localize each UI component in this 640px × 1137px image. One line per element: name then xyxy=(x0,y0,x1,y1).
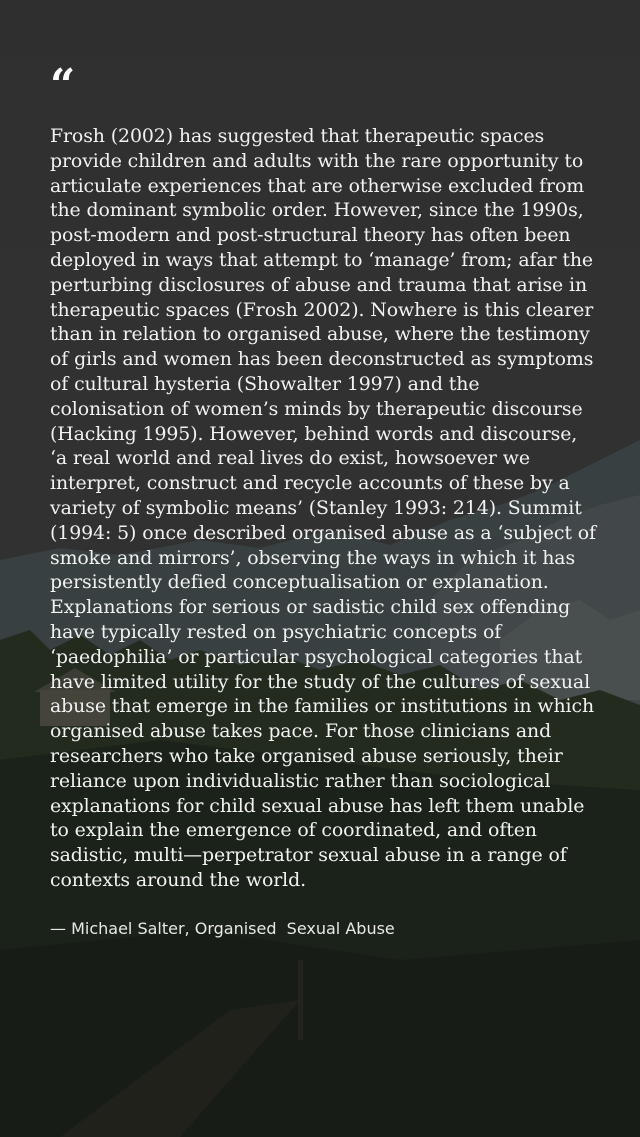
quote-attribution: — Michael Salter, Organised Sexual Abuse xyxy=(50,918,395,938)
quote-card xyxy=(50,60,598,939)
quote-text: Frosh (2002) has suggested that therapeutic spaces provide children and adults with the rare opportunity to articulate experiences that are otherwise excluded from the dominant symbolic order. However, since the 1990s, post-modern and post-structural theory has often been deployed in ways that attempt to ‘manage’ from; afar the perturbing disclosures of abuse and trauma that arise in therapeutic spaces (Frosh 2002). Nowhere is this clearer than in relation to organised abuse, where the testimony of girls and women has been deconstructed as symptoms of cultural hysteria (Showalter 1997) and the colonisation of women’s minds by therapeutic discourse (Hacking 1995). However, behind words and discourse, ‘a real world and real lives do exist, howsoever we interpret, construct and recycle accounts of these by a variety of symbolic means’ (Stanley 1993: 214). Summit (1994: 5) once described organised abuse as a ‘subject of smoke and mirrors’, observing the ways in which it has persistently defied conceptualisation or explanation. Explanations for serious or sadistic child sex offending have typically rested on psychiatric concepts of ‘paedophilia’ or particular psychological categories that have limited utility for the study of the cultures of sexual abuse that emerge in the families or institutions in which organised abuse takes pace. For those clinicians and researchers who take organised abuse seriously, their reliance upon individualistic rather than sociological explanations for child sexual abuse has left them unable to explain the emergence of coordinated, and often sadistic, multi—perpetrator sexual abuse in a range of contexts around the world. xyxy=(50,125,596,891)
quote-mark-icon: “ xyxy=(50,60,76,111)
